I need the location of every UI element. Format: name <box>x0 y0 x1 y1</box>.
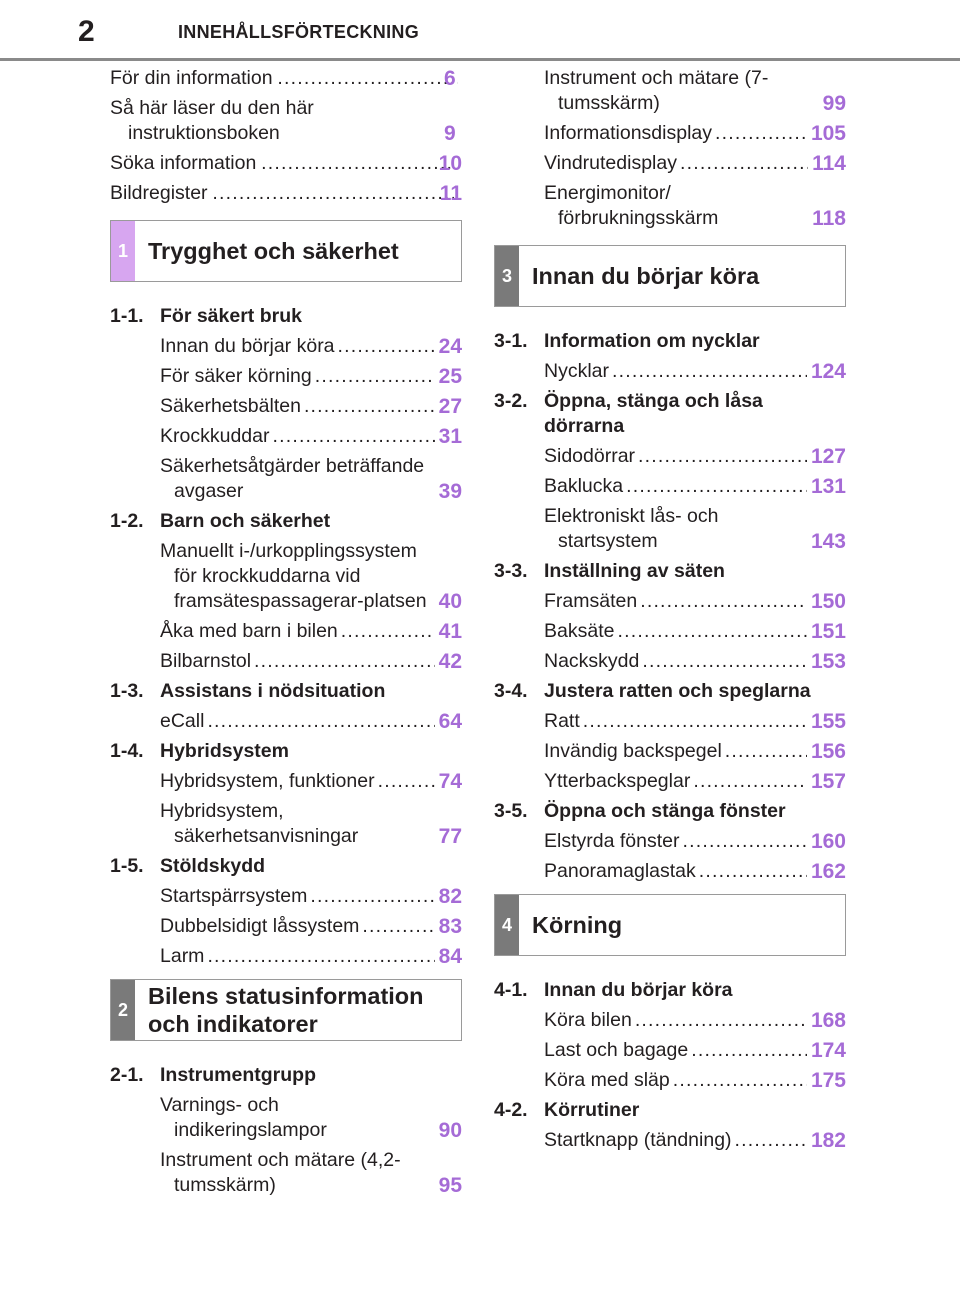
dot-leader <box>310 884 434 909</box>
toc-entry-label: Sidodörrar <box>544 445 636 467</box>
toc-entry[interactable] <box>160 454 462 504</box>
toc-page-number[interactable]: 156 <box>810 740 846 763</box>
chapter-4-heading[interactable] <box>494 894 846 956</box>
toc-page-number[interactable]: 31 <box>438 425 462 448</box>
toc-entry[interactable] <box>544 1128 846 1153</box>
toc-entry-label: Larm <box>160 945 205 967</box>
section-name: Hybridsystem <box>160 740 289 762</box>
section-heading[interactable] <box>110 854 462 879</box>
toc-entry-label: Vindrutedisplay <box>544 152 677 174</box>
toc-entry[interactable] <box>160 944 462 969</box>
chapter-tab: 3 <box>495 246 519 306</box>
toc-page-number[interactable]: 41 <box>438 620 462 643</box>
continued-list <box>494 66 846 231</box>
section-name: Öppna, stänga och låsa dörrarna <box>544 390 763 437</box>
toc-entry[interactable] <box>160 649 462 674</box>
dot-leader <box>638 444 807 469</box>
dot-leader <box>362 914 434 939</box>
toc-page-number[interactable]: 124 <box>810 360 846 383</box>
section-items <box>494 589 846 674</box>
toc-entry[interactable] <box>160 619 462 644</box>
toc-entry[interactable] <box>544 444 846 469</box>
page-header <box>0 0 960 64</box>
toc-page-number[interactable]: 160 <box>810 830 846 853</box>
dot-leader <box>642 649 807 674</box>
toc-page-number[interactable]: 182 <box>810 1129 846 1152</box>
section-heading[interactable] <box>110 304 462 329</box>
section-items <box>494 359 846 384</box>
toc-entry[interactable] <box>544 1008 846 1033</box>
toc-entry[interactable] <box>110 181 462 206</box>
toc-page-number[interactable]: 77 <box>438 825 462 848</box>
section-name: För säkert bruk <box>160 305 302 327</box>
toc-entry-label: Dubbelsidigt låssystem <box>160 915 360 937</box>
section-items <box>110 709 462 734</box>
toc-entry-label: Nycklar <box>544 360 610 382</box>
toc-entry-label: Framsäten <box>544 590 638 612</box>
toc-entry-label: Varnings- och indikeringslampor <box>160 1094 327 1141</box>
toc-entry-label: Baklucka <box>544 475 624 497</box>
toc-page-number[interactable]: 151 <box>810 620 846 643</box>
toc-entry[interactable] <box>544 1038 846 1063</box>
toc-page-number[interactable]: 162 <box>810 860 846 883</box>
dot-leader <box>254 649 435 674</box>
dot-leader <box>272 424 434 449</box>
dot-leader <box>341 619 435 644</box>
section-number: 1-1. <box>110 305 144 327</box>
toc-entry[interactable] <box>160 1148 462 1198</box>
section-number: 3-3. <box>494 560 528 582</box>
toc-entry-label: Säkerhetsåtgärder beträffande avgaser <box>160 455 425 502</box>
toc-entry-label: Krockkuddar <box>160 425 270 447</box>
dot-leader <box>626 474 807 499</box>
section-number: 4-2. <box>494 1099 528 1121</box>
toc-page-number[interactable]: 64 <box>438 710 462 733</box>
toc-entry-label: Elstyrda fönster <box>544 830 680 852</box>
toc-page-number[interactable]: 95 <box>438 1174 462 1197</box>
toc-page-number[interactable]: 40 <box>438 590 462 613</box>
section-number: 3-5. <box>494 800 528 822</box>
section-name: Instrumentgrupp <box>160 1064 316 1086</box>
toc-page-number[interactable]: 83 <box>438 915 462 938</box>
section-name: Information om nycklar <box>544 330 760 352</box>
toc-entry[interactable] <box>544 619 846 644</box>
dot-leader <box>680 151 808 176</box>
toc-entry-label: Startspärrsystem <box>160 885 308 907</box>
section-heading[interactable] <box>494 978 846 1003</box>
dot-leader <box>699 859 807 884</box>
section-items <box>110 769 462 849</box>
toc-entry[interactable] <box>160 709 462 734</box>
toc-page-number[interactable]: 143 <box>810 530 846 553</box>
toc-entry[interactable]: För din information ..... 6 <box>110 66 462 91</box>
section-items <box>494 829 846 884</box>
toc-page-number[interactable]: 82 <box>438 885 462 908</box>
toc-entry-label: Innan du börjar köra <box>160 335 335 357</box>
toc-page-number[interactable]: 118 <box>812 207 846 230</box>
dot-leader <box>207 944 434 969</box>
toc-page-number[interactable]: 39 <box>438 480 462 503</box>
toc-entry-label: Nackskydd <box>544 650 640 672</box>
dot-leader <box>691 1038 807 1063</box>
chapter-tab: 1 <box>111 221 135 281</box>
section-number: 3-4. <box>494 680 528 702</box>
chapter-title: Körning <box>532 912 623 938</box>
toc-page-number[interactable]: 27 <box>438 395 462 418</box>
toc-entry[interactable] <box>544 709 846 734</box>
toc-entry[interactable] <box>544 829 846 854</box>
toc-entry[interactable] <box>160 424 462 449</box>
toc-entry-label: Köra bilen <box>544 1009 632 1031</box>
page-title: INNEHÅLLSFÖRTECKNING <box>178 22 419 42</box>
page-number: 2 <box>78 15 95 48</box>
dot-leader <box>378 769 435 794</box>
toc-entry-label: Bilbarnstol <box>160 650 252 672</box>
toc-entry-label: Instrument och mätare (4,2-tumsskärm) <box>160 1149 401 1196</box>
section-heading[interactable] <box>110 1063 462 1088</box>
section-heading[interactable] <box>494 559 846 584</box>
toc-page-number[interactable]: 24 <box>438 335 462 358</box>
dot-leader <box>640 589 807 614</box>
toc-entry-label: För din information <box>110 67 273 89</box>
dot-leader <box>583 709 807 734</box>
toc-entry[interactable] <box>110 151 462 176</box>
chapter-title: Trygghet och säkerhet <box>148 238 399 264</box>
dot-leader <box>725 739 807 764</box>
chapter-3-heading[interactable] <box>494 245 846 307</box>
toc-entry[interactable] <box>544 359 846 384</box>
toc-page-number[interactable]: 174 <box>810 1039 846 1062</box>
section-name: Innan du börjar köra <box>544 979 733 1001</box>
chapter-tab: 4 <box>495 895 519 955</box>
toc-entry[interactable] <box>544 589 846 614</box>
toc-page-number[interactable]: 84 <box>438 945 462 968</box>
dot-leader <box>304 394 435 419</box>
section-name: Barn och säkerhet <box>160 510 331 532</box>
toc-entry-label: Köra med släp <box>544 1069 670 1091</box>
toc-entry-label: Ratt <box>544 710 580 732</box>
toc-entry[interactable] <box>544 181 846 231</box>
section-heading[interactable] <box>110 679 462 704</box>
toc-entry-label: Panoramaglastak <box>544 860 696 882</box>
chapter-1-heading[interactable] <box>110 220 462 282</box>
toc-entry[interactable]: Så här läser du den här instruktionsboken 9 <box>110 97 456 145</box>
section-items <box>494 1128 846 1153</box>
toc-entry[interactable] <box>544 66 846 116</box>
section-items <box>494 444 846 554</box>
section-number: 4-1. <box>494 979 528 1001</box>
dot-leader <box>635 1008 807 1033</box>
section-number: 2-1. <box>110 1064 144 1086</box>
toc-entry[interactable] <box>160 334 462 359</box>
section-items <box>494 1008 846 1093</box>
toc-page-number[interactable]: 99 <box>822 92 846 115</box>
toc-entry[interactable] <box>160 364 462 389</box>
toc-entry[interactable] <box>544 649 846 674</box>
dot-leader <box>715 121 807 146</box>
section-name: Körrutiner <box>544 1099 640 1121</box>
section-heading[interactable] <box>494 679 846 704</box>
section-name: Assistans i nödsituation <box>160 680 386 702</box>
section-items <box>110 539 462 674</box>
toc-entry[interactable] <box>544 739 846 764</box>
section-number: 1-2. <box>110 510 144 532</box>
dot-leader <box>338 334 435 359</box>
section-name: Justera ratten och speglarna <box>544 680 811 702</box>
toc-entry-label: Energimonitor/ förbrukningsskärm <box>544 182 719 229</box>
toc-entry[interactable] <box>544 1068 846 1093</box>
intro-list <box>110 66 462 206</box>
toc-entry-label: Åka med barn i bilen <box>160 620 338 642</box>
toc-entry-label: Startknapp (tändning) <box>544 1129 732 1151</box>
toc-entry-label: Elektroniskt lås- och startsystem <box>544 505 719 552</box>
section-number: 1-3. <box>110 680 144 702</box>
section-heading[interactable] <box>494 1098 846 1123</box>
toc-right-column <box>494 66 846 1158</box>
dot-leader <box>315 364 435 389</box>
dot-leader <box>682 829 806 854</box>
toc-entry-label: Säkerhetsbälten <box>160 395 301 417</box>
dot-leader <box>735 1128 807 1153</box>
chapter-title: Bilens statusinformation och indikatorer <box>148 983 424 1037</box>
dot-leader <box>617 619 806 644</box>
header-divider <box>0 58 960 61</box>
section-number: 3-1. <box>494 330 528 352</box>
section-heading[interactable] <box>494 329 846 354</box>
toc-page-number[interactable]: 131 <box>810 475 846 498</box>
toc-entry-label: Manuellt i-/urkopplingssystem för krockkuddarna vid framsätespassagerar-platsen <box>160 540 427 612</box>
dot-leader <box>693 769 807 794</box>
section-items <box>110 1093 462 1198</box>
section-items <box>494 709 846 794</box>
toc-page-number[interactable]: 127 <box>810 445 846 468</box>
section-name: Öppna och stänga fönster <box>544 800 786 822</box>
toc-entry[interactable] <box>544 769 846 794</box>
chapter-tab: 2 <box>111 980 135 1040</box>
section-number: 3-2. <box>494 390 528 412</box>
toc-entry-label: Baksäte <box>544 620 615 642</box>
section-heading[interactable] <box>110 739 462 764</box>
toc-entry-label: eCall <box>160 710 205 732</box>
toc-entry[interactable] <box>160 394 462 419</box>
dot-leader <box>276 66 458 91</box>
toc-page-number[interactable]: 90 <box>438 1119 462 1142</box>
toc-entry[interactable] <box>160 539 462 614</box>
toc-entry[interactable] <box>160 799 462 849</box>
toc-entry-label: Hybridsystem, säkerhetsanvisningar <box>160 800 359 847</box>
toc-left-column <box>110 66 462 1203</box>
section-number: 1-5. <box>110 855 144 877</box>
toc-page-number[interactable]: 11 <box>439 182 462 205</box>
section-number: 1-4. <box>110 740 144 762</box>
section-name: Inställning av säten <box>544 560 725 582</box>
toc-page-number[interactable]: 74 <box>438 770 462 793</box>
toc-entry[interactable] <box>544 504 846 554</box>
dot-leader <box>612 359 807 384</box>
dot-leader <box>259 151 452 176</box>
toc-page-number[interactable]: 105 <box>810 122 846 145</box>
chapter-4-sections <box>494 978 846 1153</box>
toc-entry[interactable] <box>544 151 846 176</box>
toc-page-number[interactable]: 153 <box>810 650 846 673</box>
toc-entry[interactable] <box>160 914 462 939</box>
toc-page-number[interactable]: 168 <box>810 1009 846 1032</box>
section-heading[interactable] <box>494 799 846 824</box>
section-items <box>110 334 462 504</box>
toc-page-number[interactable]: 150 <box>810 590 846 613</box>
toc-entry[interactable] <box>160 1093 462 1143</box>
toc-entry-label: Ytterbackspeglar <box>544 770 691 792</box>
chapter-title: Innan du börjar köra <box>532 263 760 289</box>
toc-entry-label: Instrument och mätare (7-tumsskärm) <box>544 67 769 114</box>
toc-entry[interactable] <box>544 859 846 884</box>
chapter-2-heading[interactable] <box>110 979 462 1041</box>
toc-entry[interactable] <box>160 769 462 794</box>
section-heading[interactable] <box>110 509 462 534</box>
toc-entry-label: För säker körning <box>160 365 312 387</box>
chapter-2-sections <box>110 1063 462 1198</box>
toc-page-number[interactable]: 10 <box>438 152 462 175</box>
toc-entry-label: Så här läser du den här instruktionsboken <box>110 97 314 144</box>
dot-leader <box>673 1068 807 1093</box>
section-items <box>110 884 462 969</box>
toc-entry-label: Last och bagage <box>544 1039 689 1061</box>
chapter-3-sections <box>494 329 846 884</box>
dot-leader <box>207 709 434 734</box>
dot-leader <box>211 181 454 206</box>
toc-entry-label: Bildregister <box>110 182 208 204</box>
section-heading[interactable] <box>494 389 846 439</box>
toc-page-number[interactable]: 42 <box>438 650 462 673</box>
toc-entry-label: Hybridsystem, funktioner <box>160 770 375 792</box>
chapter-1-sections <box>110 304 462 969</box>
toc-entry[interactable] <box>160 884 462 909</box>
section-name: Stöldskydd <box>160 855 266 877</box>
toc-entry-label: Informationsdisplay <box>544 122 712 144</box>
toc-page-number[interactable]: 25 <box>438 365 462 388</box>
toc-entry-label: Invändig backspegel <box>544 740 722 762</box>
toc-entry[interactable] <box>544 474 846 499</box>
toc-page-number[interactable]: 175 <box>810 1069 846 1092</box>
toc-entry-label: Söka information <box>110 152 257 174</box>
toc-page-number[interactable]: 157 <box>810 770 846 793</box>
toc-entry[interactable] <box>544 121 846 146</box>
toc-page-number[interactable]: 155 <box>810 710 846 733</box>
toc-page-number[interactable]: 114 <box>812 152 846 175</box>
